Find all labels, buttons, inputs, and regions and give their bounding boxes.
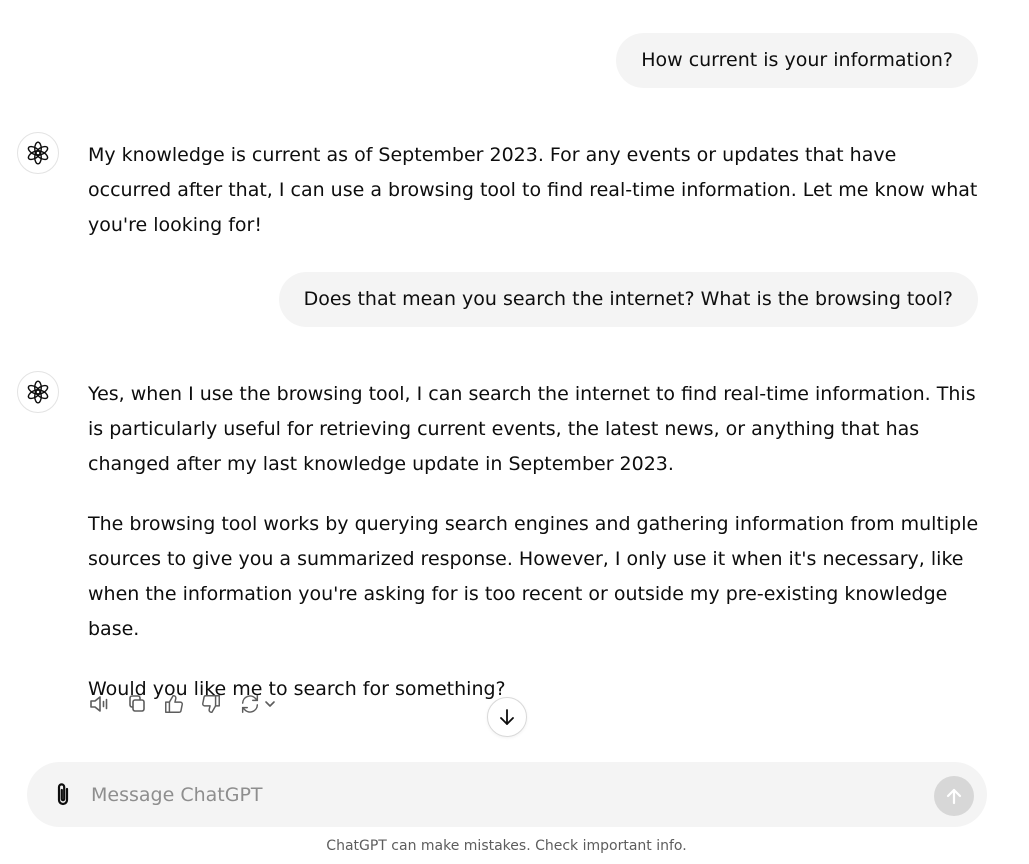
openai-logo-icon [25,140,51,166]
message-input[interactable] [91,774,911,816]
assistant-message [88,138,983,243]
assistant-avatar [17,371,59,413]
assistant-avatar [17,132,59,174]
bad-response-button[interactable] [199,690,223,718]
read-aloud-icon [88,693,112,715]
disclaimer-text: ChatGPT can make mistakes. Check important info. [326,838,687,854]
arrow-up-icon [944,786,964,806]
user-message: How current is your information? [616,33,978,88]
regenerate-button[interactable] [236,690,280,718]
read-aloud-button[interactable] [88,690,112,718]
thumbs-up-icon [163,693,185,715]
scroll-to-bottom-button[interactable] [487,697,527,737]
assistant-paragraph: My knowledge is current as of September 2023. For any events or updates that have occurred after that, I can use a browsing tool to find real-time information. Let me know what you're looking for! [88,144,978,236]
good-response-button[interactable] [162,690,186,718]
chevron-down-icon [263,697,277,711]
message-actions [88,690,280,718]
assistant-message [88,377,983,732]
arrow-down-icon [497,707,517,727]
paperclip-icon [53,781,73,809]
user-message: Does that mean you search the internet? What is the browsing tool? [279,272,978,327]
assistant-paragraph: The browsing tool works by querying search engines and gathering information from multiple sources to give you a summarized response. However, I only use it when it's necessary, like when the information you're asking for is too recent or outside my pre-existing knowledge base. [88,513,979,640]
copy-button[interactable] [125,690,149,718]
attach-file-button[interactable] [49,779,77,811]
message-composer [27,762,987,827]
copy-icon [126,693,148,715]
regenerate-icon [239,693,261,715]
assistant-paragraph: Yes, when I use the browsing tool, I can search the internet to find real-time information. This is particularly useful for retrieving current events, the latest news, or anything that has changed after my last knowledge update in September 2023. [88,383,976,475]
send-button[interactable] [934,776,974,816]
assistant-paragraph: Would you like me to search for something? [88,678,506,700]
thumbs-down-icon [200,693,222,715]
openai-logo-icon [25,379,51,405]
